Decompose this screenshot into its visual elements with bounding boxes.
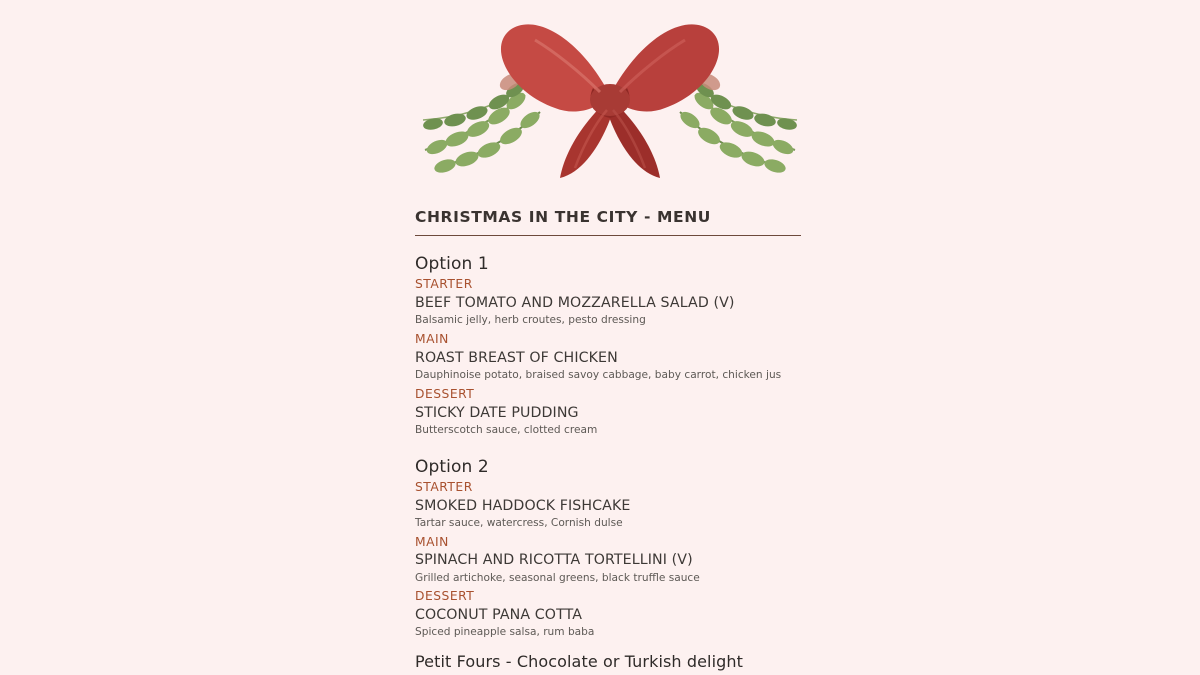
course-name: MAIN xyxy=(415,534,449,549)
dish-description: Dauphinoise potato, braised savoy cabbage, baby carrot, chicken jus xyxy=(415,368,782,381)
course-starter xyxy=(415,479,805,532)
course-dessert xyxy=(415,588,805,641)
course-name: MAIN xyxy=(415,331,449,346)
dish-name: ROAST BREAST OF CHICKEN xyxy=(415,349,618,366)
dish-name: COCONUT PANA COTTA xyxy=(415,607,583,624)
footer-note: Petit Fours - Chocolate or Turkish delight xyxy=(415,652,744,672)
christmas-bow-foliage-wreath-image xyxy=(415,0,805,190)
menu-content xyxy=(415,0,805,671)
menu-option-2 xyxy=(415,457,805,642)
option-label: Option 2 xyxy=(415,456,489,477)
course-main xyxy=(415,331,805,384)
menu-option-1 xyxy=(415,254,805,439)
dish-description: Spiced pineapple salsa, rum baba xyxy=(415,626,595,639)
course-name: DESSERT xyxy=(415,386,475,401)
course-main xyxy=(415,534,805,587)
course-name: DESSERT xyxy=(415,589,475,604)
course-dessert xyxy=(415,386,805,439)
course-starter xyxy=(415,276,805,329)
course-name: STARTER xyxy=(415,277,473,291)
dish-name: SMOKED HADDOCK FISHCAKE xyxy=(415,497,631,514)
page-title: CHRISTMAS IN THE CITY - MENU xyxy=(415,208,801,236)
red-bow xyxy=(501,24,719,178)
dish-name: STICKY DATE PUDDING xyxy=(415,404,579,421)
dish-description: Grilled artichoke, seasonal greens, black truffle sauce xyxy=(415,571,700,584)
option-label: Option 1 xyxy=(415,254,489,274)
course-name: STARTER xyxy=(415,479,473,494)
dish-description: Butterscotch sauce, clotted cream xyxy=(415,423,598,436)
dish-name: SPINACH AND RICOTTA TORTELLINI (V) xyxy=(415,552,693,569)
dish-description: Tartar sauce, watercress, Cornish dulse xyxy=(415,516,623,529)
dish-description: Balsamic jelly, herb croutes, pesto dressing xyxy=(415,314,646,326)
dish-name: BEEF TOMATO AND MOZZARELLA SALAD (V) xyxy=(415,294,735,311)
